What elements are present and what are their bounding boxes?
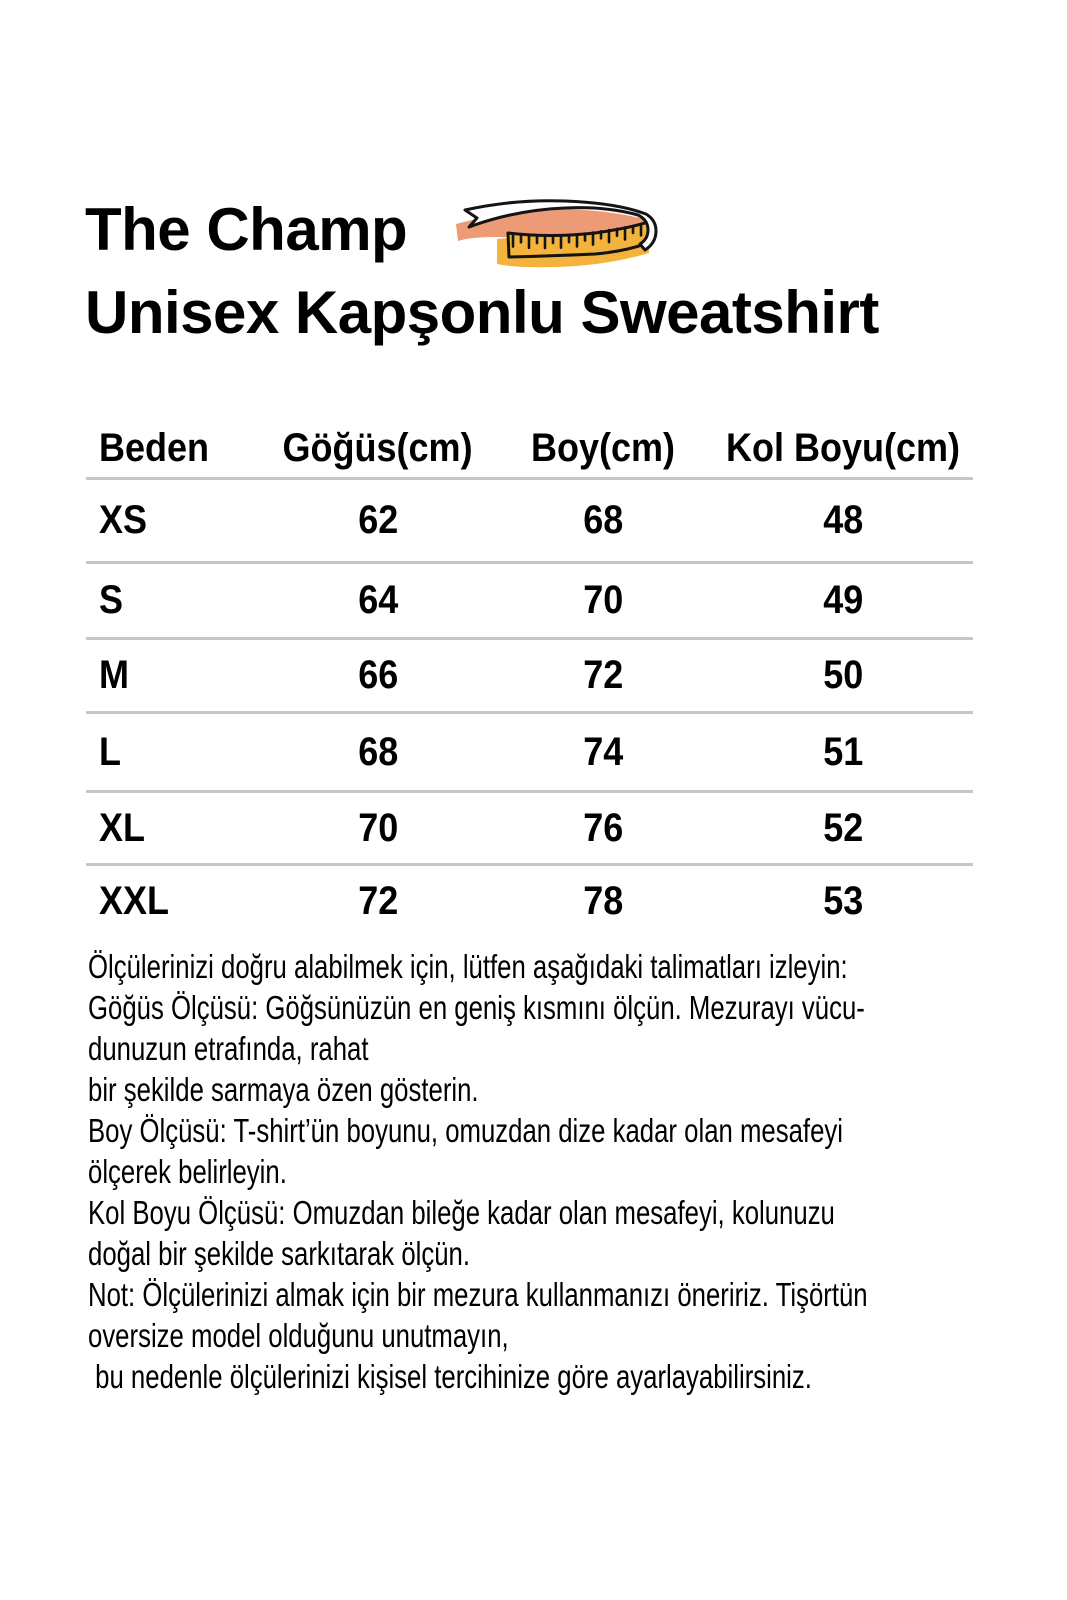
sleeve-value: 48 (822, 498, 864, 542)
length-value: 68 (582, 498, 624, 542)
instruction-line: Kol Boyu Ölçüsü: Omuzdan bileğe kadar olan mesafeyi, kolunuzu (88, 1194, 835, 1231)
size-label: XS (99, 498, 148, 542)
table-row-xxl (86, 865, 973, 938)
length-value: 74 (582, 729, 624, 774)
sleeve-value: 51 (822, 729, 864, 774)
chest-value: 66 (357, 653, 399, 697)
chest-value: 70 (357, 805, 399, 850)
measuring-instructions (88, 946, 1024, 1397)
col-header-boy: Boy(cm) (530, 426, 676, 470)
chest-value: 72 (357, 879, 399, 924)
col-header-gogus: Göğüs(cm) (282, 426, 474, 470)
sleeve-value: 52 (822, 805, 864, 850)
product-name: Unisex Kapşonlu Sweatshirt (85, 279, 879, 346)
instruction-line: Göğüs Ölçüsü: Göğsünüzün en geniş kısmını ölçün. Mezurayı vücu- (88, 989, 865, 1026)
tape-measure-icon (455, 193, 670, 278)
instruction-line: bir şekilde sarmaya özen gösterin. (88, 1071, 479, 1108)
size-label: XL (99, 805, 146, 850)
length-value: 72 (582, 653, 624, 697)
sleeve-value: 49 (822, 578, 864, 622)
table-row-s (86, 563, 973, 639)
instruction-line: oversize model olduğunu unutmayın, (88, 1317, 509, 1354)
instruction-line: bu nedenle ölçülerinizi kişisel tercihinize göre ayarlayabilirsiniz. (88, 1358, 812, 1395)
instruction-line: ölçerek belirleyin. (88, 1153, 287, 1190)
length-value: 76 (582, 805, 624, 850)
sleeve-value: 53 (822, 879, 864, 924)
table-row-l (86, 713, 973, 792)
product-brand: The Champ (85, 196, 408, 263)
size-table (86, 415, 973, 938)
size-table-header-row (86, 415, 973, 479)
instruction-line: doğal bir şekilde sarkıtarak ölçün. (88, 1235, 471, 1272)
instruction-line: Boy Ölçüsü: T-shirt’ün boyunu, omuzdan dize kadar olan mesafeyi (88, 1112, 843, 1149)
length-value: 70 (582, 578, 624, 622)
sleeve-value: 50 (822, 653, 864, 697)
instruction-line: dunuzun etrafında, rahat (88, 1030, 369, 1067)
length-value: 78 (582, 879, 624, 924)
size-label: L (99, 729, 121, 774)
chest-value: 68 (357, 729, 399, 774)
col-header-beden: Beden (99, 426, 210, 470)
table-row-xl (86, 792, 973, 865)
size-label: S (99, 578, 124, 622)
table-row-m (86, 639, 973, 713)
table-row-xs (86, 479, 973, 563)
chest-value: 64 (357, 578, 399, 622)
instruction-line: Ölçülerinizi doğru alabilmek için, lütfen aşağıdaki talimatları izleyin: (88, 948, 848, 985)
size-label: XXL (99, 879, 170, 924)
instruction-line: Not: Ölçülerinizi almak için bir mezura kullanmanızı öneririz. Tişörtün (88, 1276, 868, 1313)
col-header-kol-boyu: Kol Boyu(cm) (726, 426, 960, 470)
chest-value: 62 (357, 498, 399, 542)
size-label: M (99, 653, 129, 697)
